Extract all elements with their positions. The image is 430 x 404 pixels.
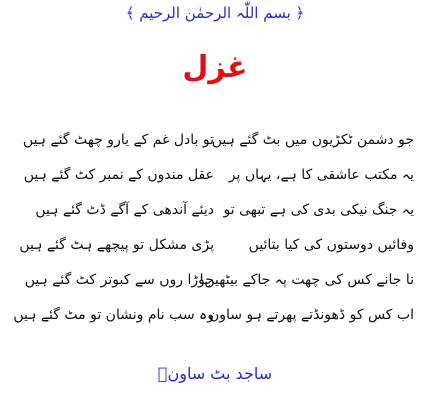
couplet-second-line: عقل مندوں کے نمبر کٹ گئے ہیں: [23, 167, 214, 183]
couplet: [14, 202, 414, 237]
bismillah-heading: ﴿ بسم اللّٰہ الرحمٰن الرحیم ﴾: [125, 4, 305, 22]
couplet: [14, 237, 414, 272]
couplet-first-line: وفائیں دوستوں کی کیا بتائیں: [248, 237, 414, 253]
couplet-second-line: پڑی مشکل تو پیچھے ہٹ گئے ہیں: [19, 237, 214, 253]
couplet-first-line: جو دشمن ٹکڑیوں میں بٹ گئے ہیں: [211, 132, 414, 148]
couplet-first-line: اب کس کو ڈھونڈتے پھرتے ہو ساون: [208, 307, 414, 323]
couplet-first-line: یہ جنگ نیکی بدی کی ہے تبھی تو: [223, 202, 414, 218]
poet-name: ساجد بٹ ساونؔ: [157, 364, 273, 383]
couplet-first-line: یہ مکتب عاشقی کا ہے، یہاں پر: [228, 167, 414, 183]
couplet-first-line: نا جانے کس کی چھت پہ جاکے بیٹھیں!: [198, 272, 414, 288]
couplet-second-line: جوڑا روں سے کبوتر کٹ گئے ہیں: [24, 272, 214, 288]
poem-body: [14, 132, 414, 342]
couplet-second-line: تو بادل غم کے یارو چھٹ گئے ہیں: [22, 132, 214, 148]
couplet: [14, 307, 414, 342]
couplet: [14, 167, 414, 202]
couplet-second-line: دیئے آندھی کے آگے ڈٹ گئے ہیں: [35, 202, 214, 218]
couplet-second-line: وہ سب نام ونشان تو مٹ گئے ہیں: [13, 307, 214, 323]
couplet: [14, 272, 414, 307]
couplet: [14, 132, 414, 167]
ghazal-title: غزل: [182, 50, 248, 85]
